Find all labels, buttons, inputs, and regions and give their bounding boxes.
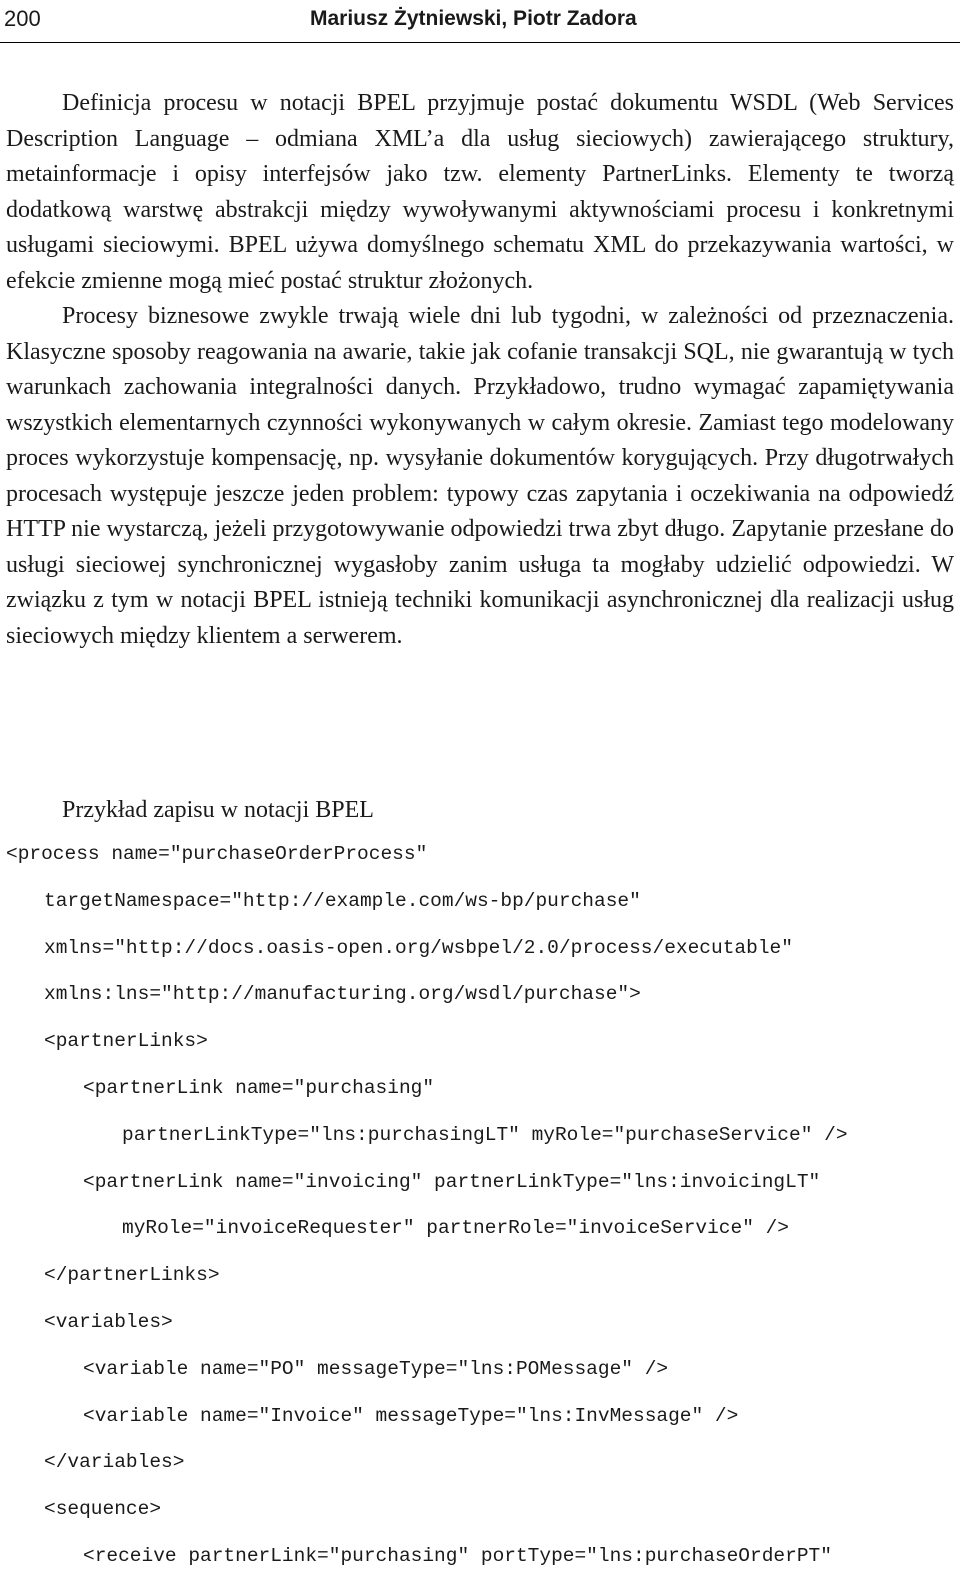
paragraph: Procesy biznesowe zwykle trwają wiele dni lub tygodni, w zależności od przeznaczenia. Klasyczne sposoby reagowania na awarie, takie jak cofanie transakcji SQL, nie gwarantują w tych warunkach zachowania integralności danych. Przykładowo, trudno wymagać zapamiętywania wszystkich elementarnych czynności wykonywanych w całym okresie. Zamiast tego modelowany proces wykorzystuje kompensację, np. wysyłanie dokumentów korygujących. Przy długotrwałych procesach występuje jeszcze jeden problem: typowy czas zapytania i oczekiwania na odpowiedź HTTP nie wystarczą, jeżeli przygotowywanie odpowiedzi trwa zbyt długo. Zapytanie przesłane do usługi sieciowej synchronicznej wygasłoby zanim usługa ta mogłaby udzielić odpowiedzi. W związku z tym w notacji BPEL istnieją techniki komunikacji asynchronicznej dla realizacji usług sieciowych między klientem a serwerem. [6,303,954,649]
running-head-authors: Mariusz Żytniewski, Piotr Zadora [310,7,637,30]
code-line: myRole="invoiceRequester" partnerRole="invoiceService" /> [122,1217,790,1240]
code-line: <variables> [44,1310,173,1333]
code-line: <variable name="Invoice" messageType="lns:InvMessage" /> [83,1404,739,1427]
code-line: </partnerLinks> [44,1264,220,1287]
code-line: <sequence> [44,1498,162,1521]
body-text [6,86,954,654]
code-line: partnerLinkType="lns:purchasingLT" myRole="purchaseService" /> [122,1123,848,1146]
code-line: <variable name="PO" messageType="lns:POMessage" /> [83,1357,669,1380]
code-line: <partnerLinks> [44,1030,208,1053]
code-line: <partnerLink name="invoicing" partnerLinkType="lns:invoicingLT" [83,1170,821,1193]
code-line: <partnerLink name="purchasing" [83,1076,435,1099]
page-number: 200 [4,6,41,31]
example-caption: Przykład zapisu w notacji BPEL [62,797,374,823]
code-listing [6,838,956,1587]
page-header [0,0,960,43]
paragraph: Definicja procesu w notacji BPEL przyjmuje postać dokumentu WSDL (Web Services Description Language – odmiana XML’a dla usług sieciowych) zawierającego struktury, metainformacje i opisy interfejsów jako tzw. elementy PartnerLinks. Elementy te tworzą dodatkową warstwę abstrakcji między wywoływanymi aktywnościami procesu i konkretnymi usługami sieciowymi. BPEL używa domyślnego schematu XML do przekazywania wartości, w efekcie zmienne mogą mieć postać struktur złożonych. [6,90,954,294]
code-line: targetNamespace="http://example.com/ws-bp/purchase" [44,889,641,912]
code-line: <process name="purchaseOrderProcess" [6,843,428,865]
code-line: <receive partnerLink="purchasing" portType="lns:purchaseOrderPT" [83,1544,832,1567]
code-line: xmlns="http://docs.oasis-open.org/wsbpel/2.0/process/executable" [44,936,793,959]
code-line: xmlns:lns="http://manufacturing.org/wsdl/purchase"> [44,983,641,1006]
code-line: </variables> [44,1451,185,1474]
